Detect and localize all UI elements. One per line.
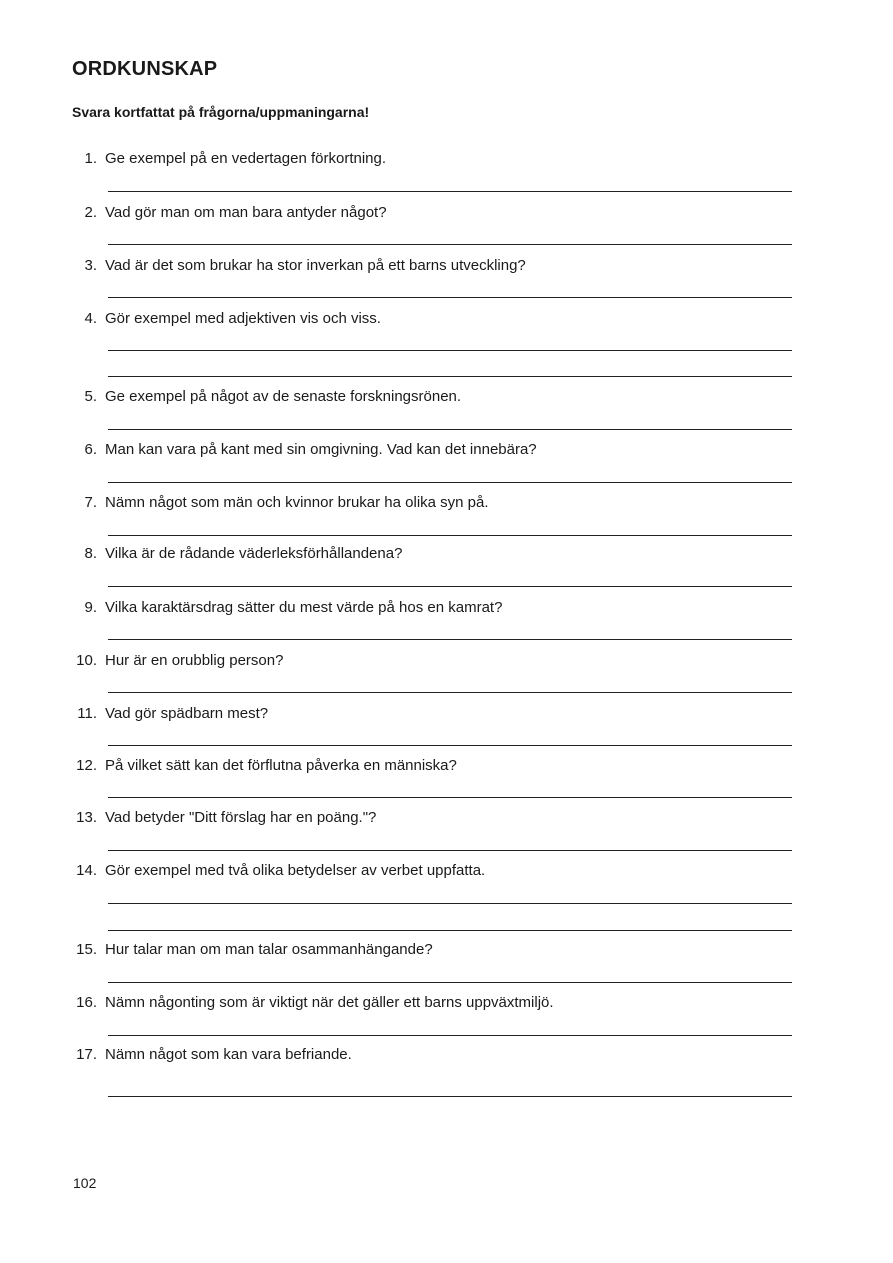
answer-line[interactable] — [108, 244, 792, 245]
question-8 — [72, 545, 792, 562]
question-text: Hur är en orubblig person? — [105, 652, 284, 669]
question-number: 7. — [84, 494, 97, 511]
answer-line[interactable] — [108, 535, 792, 536]
answer-line[interactable] — [108, 982, 792, 983]
answer-line[interactable] — [108, 745, 792, 746]
question-text: Vilka är de rådande väderleksförhållandena? — [105, 545, 403, 562]
question-text: Nämn något som män och kvinnor brukar ha olika syn på. — [105, 494, 489, 511]
question-7 — [72, 494, 792, 511]
question-number: 14. — [76, 862, 97, 879]
question-9 — [72, 599, 792, 616]
question-number: 12. — [76, 757, 97, 774]
answer-line[interactable] — [108, 639, 792, 640]
question-17 — [72, 1046, 792, 1063]
question-text: Gör exempel med adjektiven vis och viss. — [105, 310, 381, 327]
question-text: Vad är det som brukar ha stor inverkan på ett barns utveckling? — [105, 257, 526, 274]
question-12 — [72, 757, 792, 774]
question-2 — [72, 204, 792, 221]
question-number: 4. — [84, 310, 97, 327]
question-number: 2. — [84, 204, 97, 221]
question-number: 1. — [84, 150, 97, 167]
question-5 — [72, 388, 792, 405]
question-11 — [72, 705, 792, 722]
page-number: 102 — [73, 1175, 97, 1191]
question-number: 15. — [76, 941, 97, 958]
question-number: 16. — [76, 994, 97, 1011]
question-text: Ge exempel på något av de senaste forskningsrönen. — [105, 388, 462, 405]
question-1 — [72, 150, 792, 167]
question-text: Ge exempel på en vedertagen förkortning. — [105, 150, 387, 167]
answer-line[interactable] — [108, 692, 792, 693]
question-number: 13. — [76, 809, 97, 826]
answer-line[interactable] — [108, 850, 792, 851]
answer-line[interactable] — [108, 429, 792, 430]
question-text: Vad gör spädbarn mest? — [105, 705, 269, 722]
instruction: Svara kortfattat på frågorna/uppmaningarna! — [72, 104, 370, 120]
question-text: Vad gör man om man bara antyder något? — [105, 204, 387, 221]
answer-line[interactable] — [108, 297, 792, 298]
question-number: 17. — [76, 1046, 97, 1063]
answer-line[interactable] — [108, 191, 792, 192]
question-text: På vilket sätt kan det förflutna påverka en människa? — [105, 757, 457, 774]
question-text: Nämn någonting som är viktigt när det gäller ett barns uppväxtmiljö. — [105, 994, 554, 1011]
answer-line[interactable] — [108, 1035, 792, 1036]
answer-line[interactable] — [108, 376, 792, 377]
answer-line[interactable] — [108, 350, 792, 351]
question-3 — [72, 257, 792, 274]
question-6 — [72, 441, 792, 458]
answer-line[interactable] — [108, 930, 792, 931]
question-15 — [72, 941, 792, 958]
question-13 — [72, 809, 792, 826]
question-number: 3. — [84, 257, 97, 274]
answer-line[interactable] — [108, 1096, 792, 1097]
answer-line[interactable] — [108, 797, 792, 798]
question-number: 6. — [84, 441, 97, 458]
answer-line[interactable] — [108, 903, 792, 904]
question-text: Nämn något som kan vara befriande. — [105, 1046, 352, 1063]
question-number: 8. — [84, 545, 97, 562]
question-text: Gör exempel med två olika betydelser av verbet uppfatta. — [105, 862, 486, 879]
question-10 — [72, 652, 792, 669]
question-text: Man kan vara på kant med sin omgivning. Vad kan det innebära? — [105, 441, 537, 458]
question-number: 10. — [76, 652, 97, 669]
question-text: Hur talar man om man talar osammanhängande? — [105, 941, 433, 958]
page-title: ORDKUNSKAP — [72, 58, 218, 80]
answer-line[interactable] — [108, 482, 792, 483]
question-16 — [72, 994, 792, 1011]
question-4 — [72, 310, 792, 327]
question-14 — [72, 862, 792, 879]
question-number: 5. — [84, 388, 97, 405]
answer-line[interactable] — [108, 586, 792, 587]
question-number: 9. — [84, 599, 97, 616]
question-text: Vilka karaktärsdrag sätter du mest värde på hos en kamrat? — [105, 599, 503, 616]
question-text: Vad betyder "Ditt förslag har en poäng."? — [105, 809, 377, 826]
question-number: 11. — [77, 705, 97, 722]
